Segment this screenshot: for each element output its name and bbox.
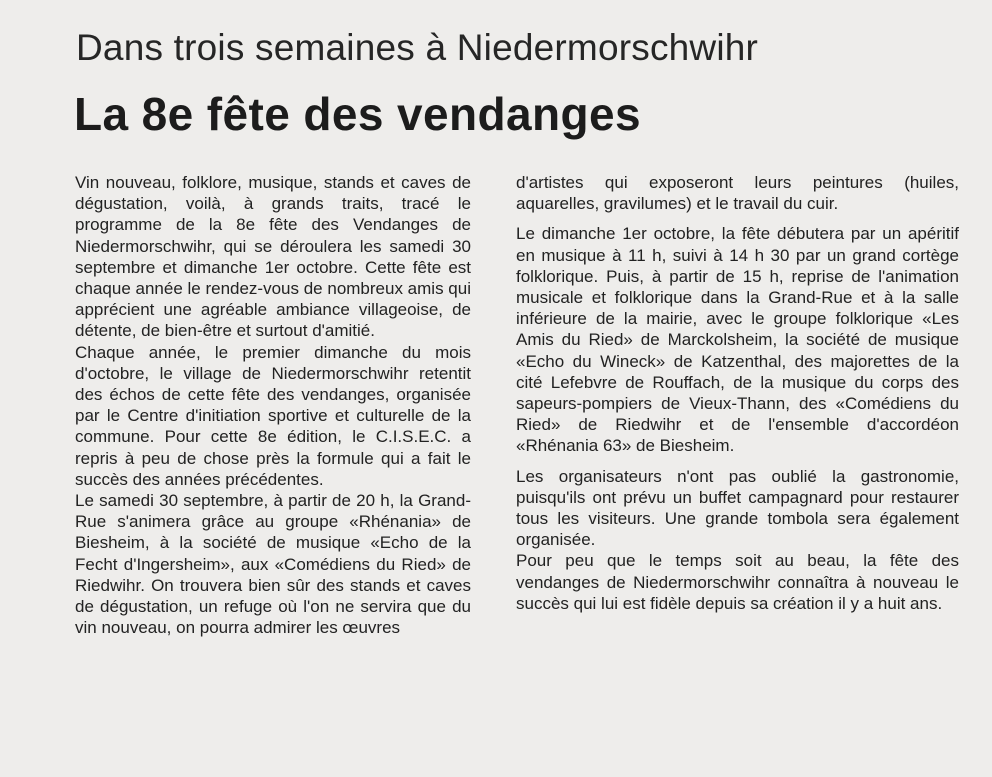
paragraph-gastronomy: Les organisateurs n'ont pas oublié la gastronomie, puisqu'ils ont prévu un buffet campagnard pour restaurer tous les visiteurs. Une grande tombola sera également organisée. <box>516 466 959 550</box>
paragraph-history: Chaque année, le premier dimanche du mois d'octobre, le village de Niedermorschwihr retentit des échos de cette fête des vendanges, organisée par le Centre d'initiation sportive et culturelle de la commune. Pour cette 8e édition, le C.I.S.E.C. a repris à peu de chose près la formule qui a fait le succès des années précédentes. <box>75 342 471 489</box>
paragraph-sunday: Le dimanche 1er octobre, la fête débutera par un apéritif en musique à 11 h, suivi à 14 h 30 par un grand cortège folklorique. Puis, à partir de 15 h, reprise de l'animation musicale et folklorique dans la Grand-Rue et à la salle inférieure de la mairie, avec le groupe folklorique «Les Amis du Ried» de Marckolsheim, la société de musique «Echo du Wineck» de Katzenthal, des majorettes de la cité Lefebvre de Rouffach, de la musique du corps des sapeurs-pompiers de Vieux-Thann, des «Comédiens du Ried» de Riedwihr et de l'ensemble d'accordéon «Rhénania 63» de Biesheim. <box>516 224 959 456</box>
paragraph-closing: Pour peu que le temps soit au beau, la fête des vendanges de Niedermorschwihr connaîtra à nouveau le succès qui lui est fidèle depuis sa création il y a huit ans. <box>516 551 959 613</box>
paragraph-intro: Vin nouveau, folklore, musique, stands et caves de dégustation, voilà, à grands traits, tracé le programme de la 8e fête des Vendanges de Niedermorschwihr, qui se déroulera les samedi 30 septembre et dimanche 1er octobre. Cette fête est chaque année le rendez-vous de nombreux amis qui apprécient une agréable ambiance villageoise, de détente, de bien-être et surtout d'amitié. <box>75 173 471 341</box>
paragraph-saturday-continued: d'artistes qui exposeront leurs peintures (huiles, aquarelles, gravilumes) et le travail du cuir. <box>516 173 959 214</box>
article-headline: La 8e fête des vendanges <box>74 88 641 140</box>
article-column-right <box>516 172 959 614</box>
paragraph-saturday: Le samedi 30 septembre, à partir de 20 h, la Grand-Rue s'animera grâce au groupe «Rhénania» de Biesheim, à la société de musique «Echo de la Fecht d'Ingersheim», aux «Comédiens du Ried» de Riedwihr. On trouvera bien sûr des stands et caves de dégustation, un refuge où l'on ne servira que du vin nouveau, on pourra admirer les œuvres <box>75 491 471 638</box>
article-kicker: Dans trois semaines à Niedermorschwihr <box>76 27 759 68</box>
article-column-left <box>75 172 471 638</box>
